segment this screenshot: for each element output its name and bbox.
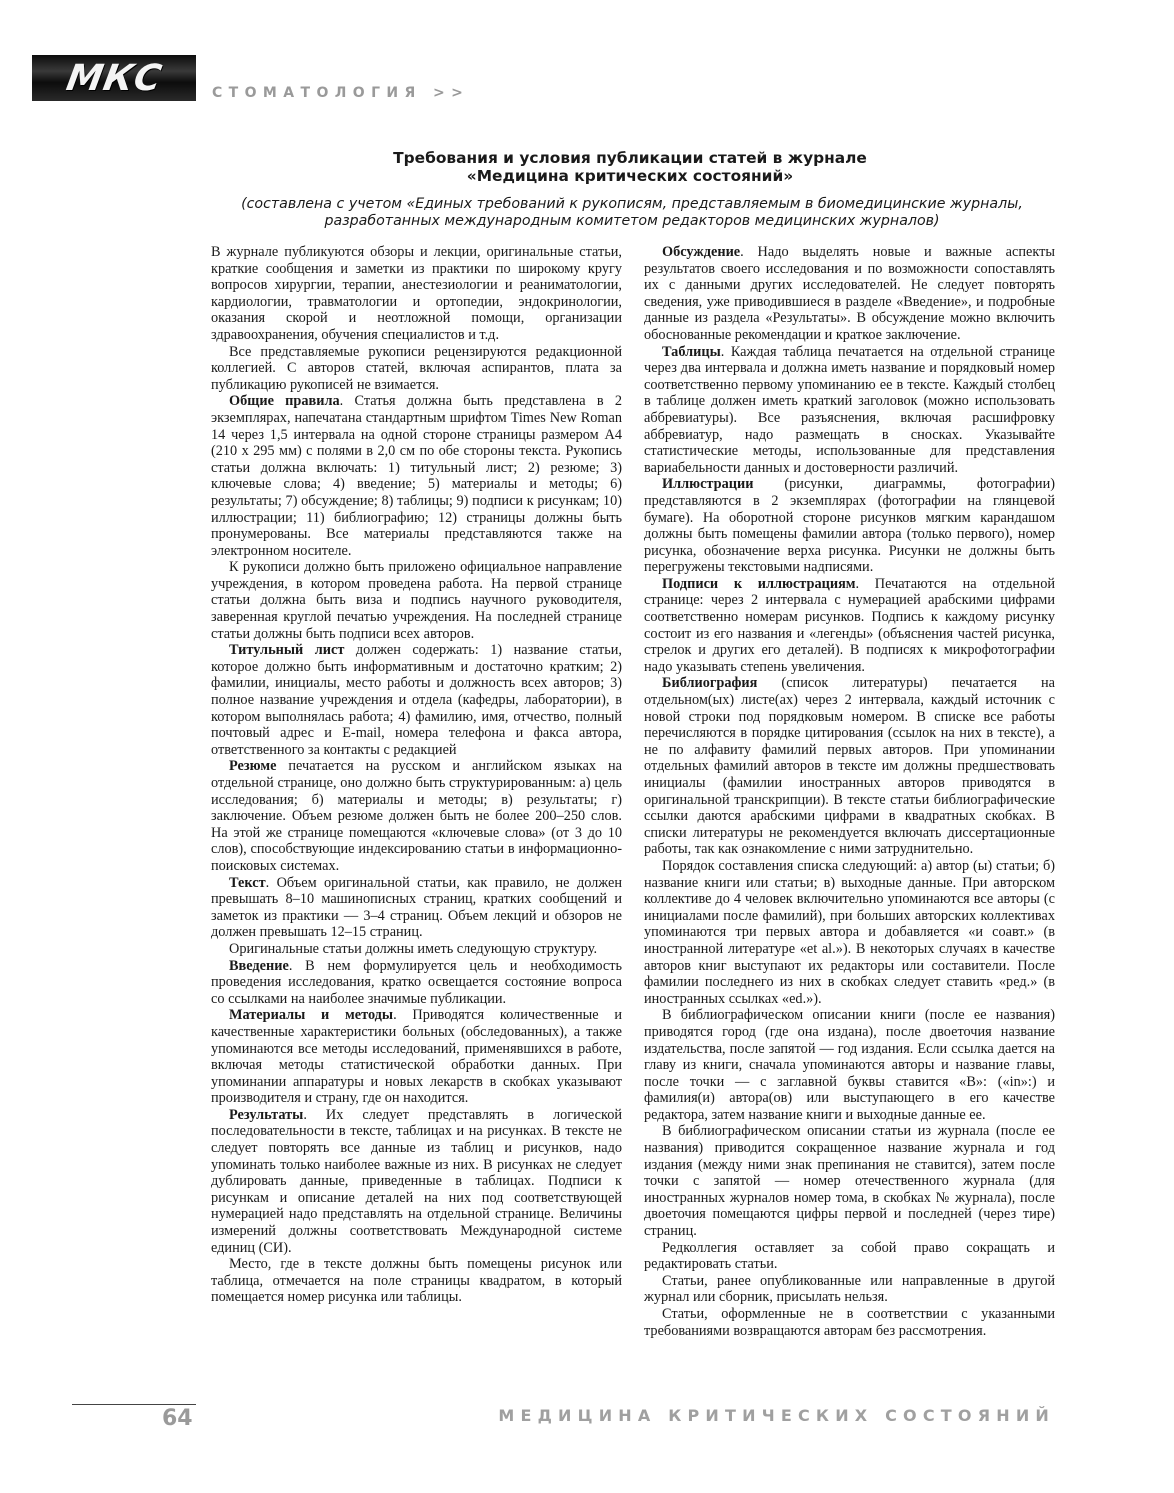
- article-title-line-1: Требования и условия публикации статей в журнале: [393, 149, 867, 167]
- paragraph-heading: Общие правила: [229, 393, 340, 410]
- article-title-line-2: «Медицина критических состояний»: [466, 167, 794, 185]
- paragraph-body: . Надо выделять новые и важные аспекты результатов своего исследования и по возможности сопоставлять их с данными других исследователей. Не следует повторять сведения, уже приводившиеся в разделе «Введение», и подробные данные из раздела «Результаты». В обсуждение можно включить обоснованные рекомендации и краткое заключение.: [644, 244, 1055, 343]
- paragraph-heading: Библиография: [662, 675, 758, 692]
- paragraph-heading: Материалы и методы: [229, 1007, 394, 1024]
- paragraph: К рукописи должно быть приложено официальное направление учреждения, в котором проведена работа. На первой странице статьи должна быть виза и подпись научного руководителя, заверенная круглой печатью учреждения. На последней странице статьи должны быть подписи всех авторов.: [211, 559, 622, 642]
- paragraph-body: печатается на русском и английском языках на отдельной странице, оно должно быть структурированным: а) цель исследования; б) материалы и методы; в) результаты; г) заключение. Объем резюме должен быть не более 200–250 слов. На этой же странице помещаются «ключевые слова» (от 3 до 10 слов), способствующие индексированию статьи в информационно-поисковых системах.: [211, 758, 622, 874]
- paragraph-body: . Объем оригинальной статьи, как правило, не должен превышать 8–10 машинописных страниц, кратких сообщений и заметок из практики — 3–4 страниц. Объем лекций и обзоров не должен превышать 12–15 страниц.: [211, 874, 622, 941]
- paragraph-heading: Иллюстрации: [662, 476, 754, 493]
- right-column: [644, 244, 1055, 1339]
- paragraph-heading: Результаты: [229, 1106, 304, 1123]
- paragraph: [644, 675, 1055, 858]
- paragraph-body: . Приводятся количественные и качественные характеристики больных (обследованных), а также упоминаются все методы исследований, применявшихся в работе, включая методы статистической обработки данных. При упоминании аппаратуры и новых лекарств в скобках указывают производителя и страну, где он находится.: [211, 1007, 623, 1107]
- paragraph: [211, 642, 622, 758]
- paragraph-heading: Резюме: [229, 758, 277, 775]
- paragraph: В библиографическом описании книги (после ее названия) приводятся город (где она издана), после двоеточия название издательства, после запятой — год издания. Если ссылка дается на главу из книги, сначала упоминаются авторы и название главы, после точки — с заглавной буквы ставится «В»: («in»:) и фамилия(и) автора(ов) или выступающего в его качестве редактора, затем название книги и выходные данные ее.: [644, 1007, 1055, 1123]
- paragraph: [211, 958, 622, 1008]
- paragraph: [211, 1107, 622, 1256]
- logo-text: МКС: [63, 57, 165, 99]
- paragraph-heading: Обсуждение: [662, 244, 741, 260]
- paragraph: [211, 875, 622, 941]
- paragraph: В библиографическом описании статьи из журнала (после ее названия) приводится сокращенное название журнала и год издания (между ними знак препинания не ставится), затем после точки с запятой — номер отечественного журнала (для иностранных журналов номер тома, в скобках № журнала), после двоеточия помещаются цифры первой и последней (через тире) страниц.: [644, 1123, 1055, 1240]
- left-column: [211, 244, 622, 1306]
- paragraph: В журнале публикуются обзоры и лекции, оригинальные статьи, краткие сообщения и заметки из практики по широкому кругу вопросов хирургии, терапии, анестезиологии и реаниматологии, кардиологии, травматологии и ортопедии, эндокринологии, оказания скорой и неотложной помощи, организации здравоохранения, обучения специалистов и т.д.: [211, 244, 622, 343]
- paragraph-heading: Подписи к иллюстрациям: [662, 575, 856, 592]
- paragraph: Редколлегия оставляет за собой право сокращать и редактировать статьи.: [644, 1239, 1055, 1273]
- page-number: 64: [162, 1406, 193, 1431]
- paragraph-body: . Печатаются на отдельной странице: через 2 интервала с нумерацией арабскими цифрами соответственно номерам рисунков. Подпись к каждому рисунку состоит из его названия и «легенды» (объяснения частей рисунка, стрелок и других его деталей). В подписях к микрофотографии надо указывать степень увеличения.: [644, 575, 1055, 675]
- paragraph: Оригинальные статьи должны иметь следующую структуру.: [229, 940, 598, 957]
- paragraph-heading: Текст: [229, 874, 266, 891]
- paragraph: [644, 244, 1055, 344]
- paragraph: [644, 576, 1055, 676]
- paragraph-body: (рисунки, диаграммы, фотографии) представляются в 2 экземплярах (фотографии на глянцевой бумаге). На оборотной стороне рисунков мягким карандашом должны быть помещены фамилии автора (только первого), номер рисунка, обозначение верха рисунка. Рисунки не должны быть перегружены текстовыми надписями.: [644, 476, 1055, 576]
- paragraph: [211, 393, 622, 559]
- journal-name-footer: МЕДИЦИНА КРИТИЧЕСКИХ СОСТОЯНИЙ: [498, 1406, 1055, 1425]
- paragraph: Статьи, оформленные не в соответствии с указанными требованиями возвращаются авторам без рассмотрения.: [644, 1306, 1055, 1339]
- paragraph-body: . В нем формулируется цель и необходимость проведения исследования, кратко освещается состояние вопроса со ссылками на наиболее значимые публикации.: [211, 957, 622, 1007]
- article-subtitle-line-2: разработанных международным комитетом редакторов медицинских журналов): [324, 213, 940, 229]
- section-label: СТОМАТОЛОГИЯ >>: [212, 85, 470, 101]
- paragraph-heading: Введение: [229, 957, 289, 974]
- journal-logo: [32, 55, 196, 101]
- paragraph-body: . Статья должна быть представлена в 2 экземплярах, напечатана стандартным шрифтом Times New Roman 14 через 1,5 интервала на одной стороне страницы размером А4 (210 х 295 мм) с полями в 2,0 см по обе стороны текста. Рукопись статьи должна включать: 1) титульный лист; 2) резюме; 3) ключевые слова; 4) введение; 5) материалы и методы; 6) результаты; 7) обсуждение; 8) таблицы; 9) подписи к рисункам; 10) иллюстрации; 11) библиографию; 12) страницы должны быть пронумерованы. Все материалы представляются также на электронном носителе.: [211, 393, 622, 559]
- paragraph: [644, 476, 1055, 576]
- paragraph-body: . Их следует представлять в логической последовательности в тексте, таблицах и на рисунках. В тексте не следует повторять все данные из таблиц и рисунков, надо упоминать только наиболее важные из них. В рисунках не следует дублировать данные, приведенные в таблицах. Подписи к рисункам и описание деталей на них под соответствующей нумерацией надо представлять на отдельной странице. Величины измерений должны соответствовать Международной системе единиц (СИ).: [211, 1106, 622, 1256]
- paragraph-body: . Каждая таблица печатается на отдельной странице через два интервала и должна иметь название и порядковый номер соответственно первому упоминанию ее в тексте. Каждый столбец в таблице должен иметь краткий заголовок (можно использовать аббревиатуры). Все разъяснения, включая расшифровку аббревиатур, надо размещать в сносках. Указывайте статистические методы, использованные для представления вариабельности данных и достоверности различий.: [644, 343, 1055, 476]
- paragraph-body: должен содержать: 1) название статьи, которое должно быть информативным и достаточно кратким; 2) фамилии, инициалы, место работы и должность всех авторов; 3) полное название учреждения и отдела (кафедры, лаборатории), в котором выполнялась работа; 4) фамилию, имя, отчество, полный почтовый адрес и E-mail, номера телефона и факса автора, ответственного за контакты с редакцией: [211, 642, 623, 758]
- paragraph-heading: Таблицы: [662, 343, 721, 360]
- paragraph: Порядок составления списка следующий: а) автор (ы) статьи; б) название книги или статьи; в) выходные данные. При авторском коллективе до 4 человек включительно упоминаются все авторы (с инициалами после фамилий), при больших авторских коллективах упоминаются три первых автора и добавляется «и соавт.» (в иностранной литературе «et al.»). В некоторых случаях в качестве авторов книг выступают их редакторы или составители. После фамилии последнего из них в скобках следует ставить «ред.» (в иностранных ссылках «ed.»).: [644, 857, 1055, 1007]
- paragraph-body: (список литературы) печатается на отдельном(ых) листе(ах) через 2 интервала, каждый источник с новой строки под порядковым номером. В списке все работы перечисляются в порядке цитирования (ссылок на них в тексте), а не по алфавиту фамилий первых авторов. При упоминании отдельных фамилий авторов в тексте им должны предшествовать инициалы (фамилии иностранных авторов приводятся в оригинальной транскрипции). В тексте статьи библиографические ссылки даются арабскими цифрами в квадратных скобках. В списки литературы не рекомендуется включать диссертационные работы, так как ознакомление с ними затруднительно.: [644, 675, 1055, 858]
- paragraph-heading: Титульный лист: [229, 642, 345, 659]
- paragraph: [211, 758, 622, 874]
- paragraph: Место, где в тексте должны быть помещены рисунок или таблица, отмечается на поле страницы квадратом, в который помещается номер рисунка или таблицы.: [211, 1256, 622, 1306]
- paragraph: Все представляемые рукописи рецензируются редакционной коллегией. С авторов статей, включая аспирантов, плата за публикацию рукописей не взимается.: [211, 343, 622, 393]
- paragraph: [644, 344, 1055, 477]
- footer-rule: [72, 1404, 196, 1405]
- paragraph: Статьи, ранее опубликованные или направленные в другой журнал или сборник, присылать нельзя.: [644, 1272, 1055, 1306]
- paragraph: [211, 1007, 622, 1107]
- article-subtitle-line-1: (составлена с учетом «Единых требований к рукописям, представляемым в биомедицинские журналы,: [241, 196, 1023, 212]
